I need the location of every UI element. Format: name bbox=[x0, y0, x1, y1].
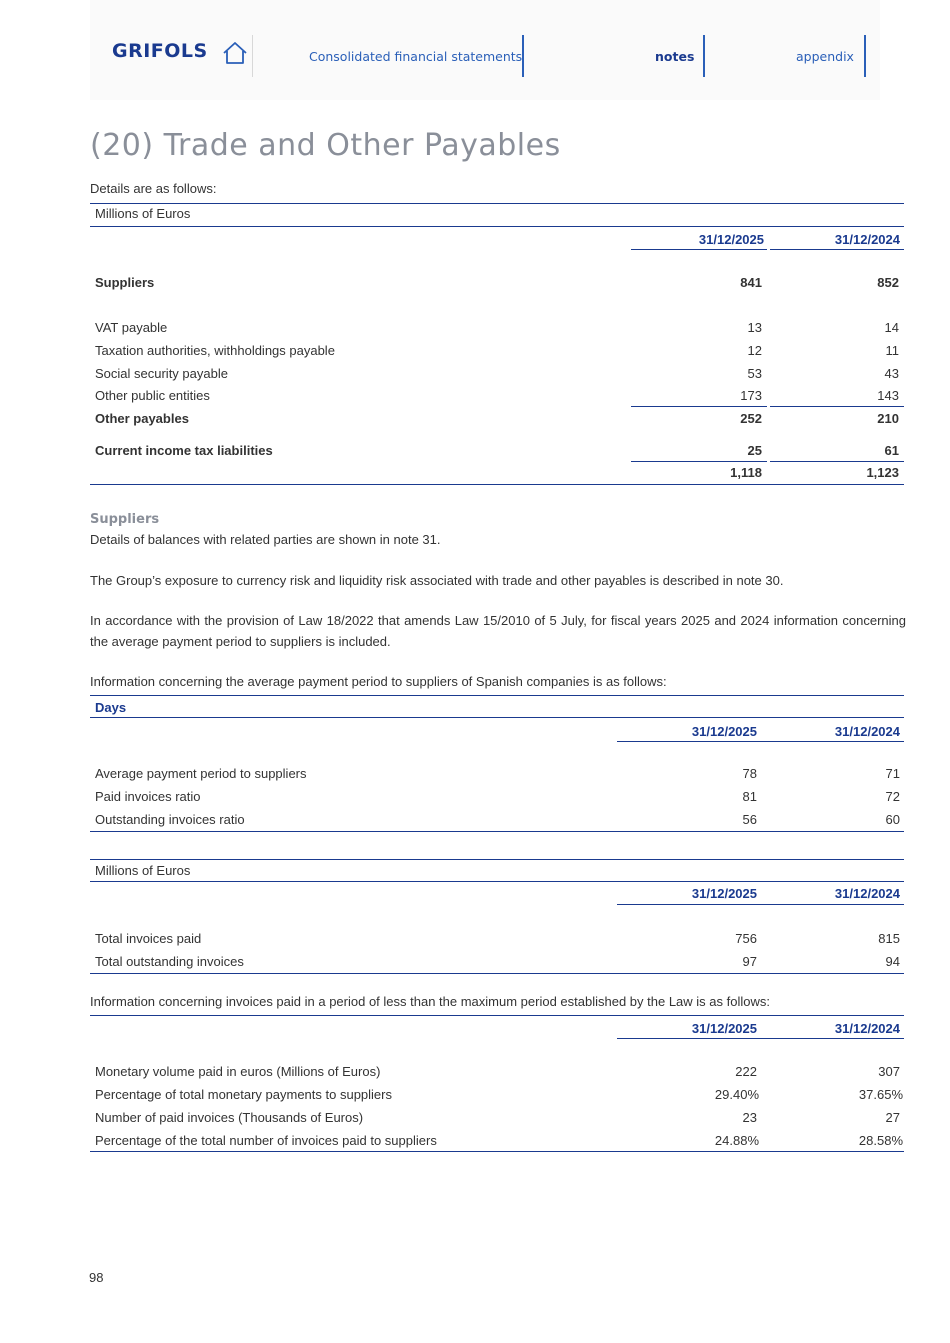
table-rule bbox=[617, 741, 760, 742]
table4-value: 222 bbox=[735, 1064, 757, 1079]
table-rule bbox=[617, 1038, 760, 1039]
table2-row-label: Average payment period to suppliers bbox=[95, 766, 307, 781]
nav-divider bbox=[864, 35, 866, 77]
table3-value: 815 bbox=[878, 931, 900, 946]
table-rule bbox=[631, 406, 767, 407]
table4-row-label: Monetary volume paid in euros (Millions of Euros) bbox=[95, 1064, 381, 1079]
table2-col-2025: 31/12/2025 bbox=[691, 724, 757, 739]
table1-value: 12 bbox=[747, 343, 762, 358]
table-rule bbox=[760, 1038, 904, 1039]
table4-value: 307 bbox=[878, 1064, 900, 1079]
table1-value: 173 bbox=[740, 388, 762, 403]
table1-value: 841 bbox=[740, 275, 762, 290]
table4-value: 27 bbox=[885, 1110, 900, 1125]
table3-value: 94 bbox=[885, 954, 900, 969]
table1-row-label: Current income tax liabilities bbox=[95, 443, 273, 458]
table3-row-label: Total outstanding invoices bbox=[95, 954, 244, 969]
nav-consolidated-financial-statements[interactable]: Consolidated financial statements bbox=[309, 49, 523, 64]
table2-col-2024: 31/12/2024 bbox=[834, 724, 900, 739]
table1-row-label: Social security payable bbox=[95, 366, 228, 381]
intro-text: Details are as follows: bbox=[90, 181, 217, 196]
table1-value: 11 bbox=[885, 343, 899, 358]
table4-col-2024: 31/12/2024 bbox=[834, 1021, 900, 1036]
table-rule bbox=[90, 973, 904, 974]
table-rule bbox=[90, 717, 904, 718]
table4-value: 24.88% bbox=[714, 1133, 759, 1148]
table3-col-2024: 31/12/2024 bbox=[834, 886, 900, 901]
table1-row-label: Suppliers bbox=[95, 275, 155, 290]
table-rule bbox=[770, 406, 904, 407]
table1-total: 1,123 bbox=[866, 465, 899, 480]
table-rule bbox=[90, 695, 904, 696]
table1-total: 1,118 bbox=[730, 465, 762, 480]
table1-value: 53 bbox=[747, 366, 762, 381]
table2-unit: Days bbox=[95, 700, 127, 715]
table1-row-label: VAT payable bbox=[95, 320, 168, 335]
paragraph: The Group’s exposure to currency risk and liquidity risk associated with trade and other payables is described in note 30. bbox=[90, 573, 784, 588]
table3-value: 97 bbox=[742, 954, 757, 969]
home-icon[interactable] bbox=[222, 41, 248, 65]
table4-col-2025: 31/12/2025 bbox=[691, 1021, 757, 1036]
table2-value: 71 bbox=[885, 766, 900, 781]
table4-row-label: Percentage of total monetary payments to suppliers bbox=[95, 1087, 392, 1102]
table3-value: 756 bbox=[735, 931, 757, 946]
paragraph: Information concerning invoices paid in a period of less than the maximum period established by the Law is as follows: bbox=[90, 994, 770, 1009]
page-number: 98 bbox=[89, 1270, 104, 1285]
table1-value: 210 bbox=[877, 411, 899, 426]
table-rule bbox=[90, 1151, 904, 1152]
table-rule bbox=[90, 831, 904, 832]
table-rule bbox=[631, 249, 767, 250]
table-rule bbox=[90, 226, 904, 227]
table2-value: 81 bbox=[742, 789, 757, 804]
paragraph: Information concerning the average payment period to suppliers of Spanish companies is as follows: bbox=[90, 674, 667, 689]
table1-unit: Millions of Euros bbox=[95, 206, 191, 221]
paragraph: Details of balances with related parties are shown in note 31. bbox=[90, 532, 441, 547]
table1-value: 252 bbox=[740, 411, 762, 426]
table1-value: 143 bbox=[877, 388, 899, 403]
header-divider bbox=[252, 35, 253, 77]
table-rule bbox=[770, 249, 904, 250]
table-rule bbox=[90, 859, 904, 860]
table-rule bbox=[770, 461, 904, 462]
nav-notes[interactable]: notes bbox=[655, 49, 695, 64]
table3-col-2025: 31/12/2025 bbox=[691, 886, 757, 901]
table1-row-label: Other payables bbox=[95, 411, 189, 426]
table1-row-label: Other public entities bbox=[95, 388, 210, 403]
table1-col-2024: 31/12/2024 bbox=[834, 232, 900, 247]
table1-col-2025: 31/12/2025 bbox=[698, 232, 764, 247]
table2-row-label: Outstanding invoices ratio bbox=[95, 812, 245, 827]
table1-value: 13 bbox=[747, 320, 762, 335]
table1-value: 25 bbox=[747, 443, 762, 458]
table-rule bbox=[760, 904, 904, 905]
table-rule bbox=[90, 881, 904, 882]
table4-value: 23 bbox=[742, 1110, 757, 1125]
page-title: (20) Trade and Other Payables bbox=[90, 128, 561, 163]
table4-value: 29.40% bbox=[714, 1087, 759, 1102]
table2-value: 56 bbox=[742, 812, 757, 827]
table-rule bbox=[631, 461, 767, 462]
table4-row-label: Number of paid invoices (Thousands of Euros) bbox=[95, 1110, 364, 1125]
nav-appendix[interactable]: appendix bbox=[796, 49, 854, 64]
table-rule bbox=[617, 904, 760, 905]
table2-row-label: Paid invoices ratio bbox=[95, 789, 201, 804]
table4-row-label: Percentage of the total number of invoices paid to suppliers bbox=[95, 1133, 437, 1148]
table4-value: 28.58% bbox=[858, 1133, 903, 1148]
paragraph: In accordance with the provision of Law 18/2022 that amends Law 15/2010 of 5 July, for fiscal years 2025 and 2024 information concerning the average payment period to suppliers is included. bbox=[90, 613, 906, 649]
table1-value: 61 bbox=[884, 443, 899, 458]
table2-value: 60 bbox=[885, 812, 900, 827]
table-rule bbox=[90, 484, 904, 485]
table3-unit: Millions of Euros bbox=[95, 863, 191, 878]
table1-value: 852 bbox=[877, 275, 899, 290]
table-rule bbox=[760, 741, 904, 742]
table3-row-label: Total invoices paid bbox=[95, 931, 202, 946]
table1-value: 43 bbox=[884, 366, 899, 381]
suppliers-heading: Suppliers bbox=[90, 512, 160, 527]
table1-value: 14 bbox=[884, 320, 899, 335]
table-rule bbox=[90, 203, 904, 204]
grifols-logo[interactable]: GRIFOLS bbox=[112, 40, 208, 62]
table2-value: 72 bbox=[885, 789, 900, 804]
table-rule bbox=[90, 1015, 904, 1016]
table4-value: 37.65% bbox=[858, 1087, 903, 1102]
nav-divider bbox=[703, 35, 705, 77]
table1-row-label: Taxation authorities, withholdings payable bbox=[95, 343, 335, 358]
table2-value: 78 bbox=[742, 766, 757, 781]
nav-divider bbox=[522, 35, 524, 77]
